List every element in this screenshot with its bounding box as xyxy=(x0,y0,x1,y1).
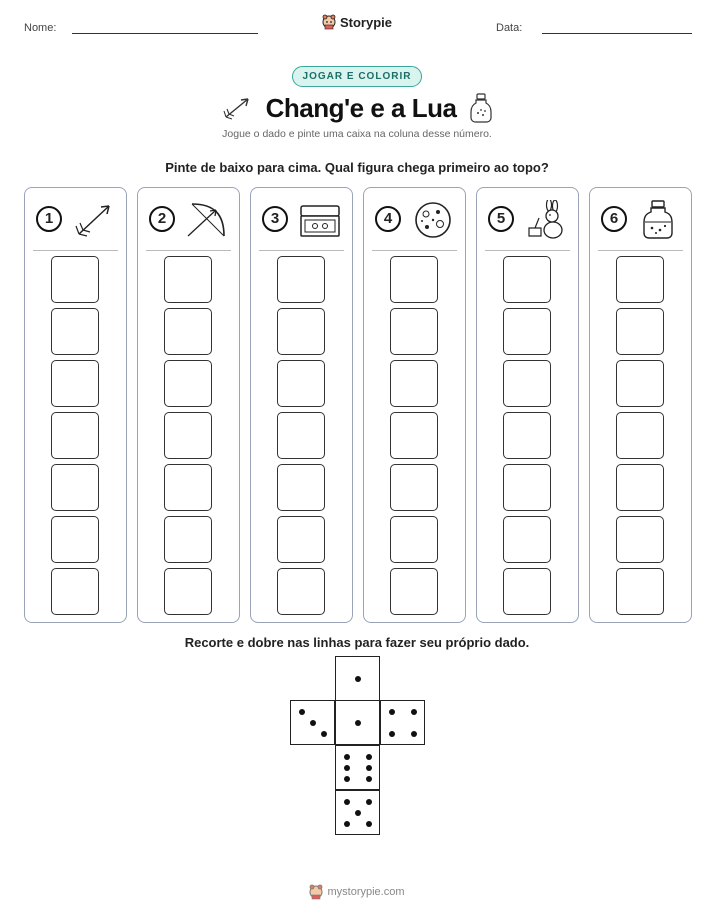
color-box[interactable] xyxy=(503,256,551,303)
die-pip xyxy=(366,799,372,805)
color-box[interactable] xyxy=(390,308,438,355)
column-4 xyxy=(363,187,466,623)
chest-icon xyxy=(297,200,343,240)
color-box[interactable] xyxy=(503,360,551,407)
color-box[interactable] xyxy=(164,360,212,407)
die-pip xyxy=(344,754,350,760)
die-pip xyxy=(366,776,372,782)
die-pip xyxy=(411,731,417,737)
color-box[interactable] xyxy=(51,464,99,511)
column-number: 4 xyxy=(375,206,401,232)
column-number: 2 xyxy=(149,206,175,232)
color-box[interactable] xyxy=(277,256,325,303)
activity-badge: JOGAR E COLORIR xyxy=(292,66,423,87)
die-pip xyxy=(355,676,361,682)
color-box[interactable] xyxy=(51,256,99,303)
color-box[interactable] xyxy=(390,516,438,563)
column-number: 5 xyxy=(488,206,514,232)
badge-wrap xyxy=(0,66,714,87)
color-box[interactable] xyxy=(390,464,438,511)
footer xyxy=(0,884,714,905)
color-box[interactable] xyxy=(277,516,325,563)
name-label: Nome: xyxy=(24,22,57,34)
die-face-1 xyxy=(335,700,380,745)
color-box[interactable] xyxy=(616,412,664,459)
color-box[interactable] xyxy=(616,568,664,615)
die-pip xyxy=(389,731,395,737)
die-pip xyxy=(299,709,305,715)
instruction: Pinte de baixo para cima. Qual figura chega primeiro ao topo? xyxy=(165,160,549,175)
color-box[interactable] xyxy=(616,464,664,511)
die-pip xyxy=(366,765,372,771)
color-box[interactable] xyxy=(277,464,325,511)
column-5 xyxy=(476,187,579,623)
column-2 xyxy=(137,187,240,623)
potion-bottle-icon xyxy=(636,200,682,240)
date-label: Data: xyxy=(496,22,523,34)
color-box[interactable] xyxy=(51,568,99,615)
die-pip xyxy=(310,720,316,726)
column-1 xyxy=(24,187,127,623)
die-face-5 xyxy=(335,790,380,835)
color-columns xyxy=(24,187,690,623)
title-row xyxy=(0,90,714,126)
color-box[interactable] xyxy=(277,412,325,459)
color-box[interactable] xyxy=(277,360,325,407)
die-pip xyxy=(366,821,372,827)
potion-bottle-icon xyxy=(470,93,492,123)
color-box[interactable] xyxy=(164,256,212,303)
die-pip xyxy=(355,720,361,726)
die-face-6 xyxy=(335,745,380,790)
moon-icon xyxy=(410,200,456,240)
die-pip xyxy=(321,731,327,737)
die-pip xyxy=(344,765,350,771)
color-box[interactable] xyxy=(51,308,99,355)
color-box[interactable] xyxy=(51,516,99,563)
color-box[interactable] xyxy=(390,568,438,615)
column-number: 3 xyxy=(262,206,288,232)
bow-icon xyxy=(184,200,230,240)
color-box[interactable] xyxy=(390,412,438,459)
die-face-3 xyxy=(290,700,335,745)
color-box[interactable] xyxy=(390,256,438,303)
die-pip xyxy=(366,754,372,760)
footer-url[interactable]: mystorypie.com xyxy=(327,886,405,898)
color-box[interactable] xyxy=(164,412,212,459)
storypie-logo-icon xyxy=(309,884,323,900)
page-title: Chang'e e a Lua xyxy=(265,92,457,123)
column-number: 6 xyxy=(601,206,627,232)
die-face-4 xyxy=(380,700,425,745)
color-box[interactable] xyxy=(51,360,99,407)
column-number: 1 xyxy=(36,206,62,232)
subtitle: Jogue o dado e pinte uma caixa na coluna desse número. xyxy=(222,128,492,140)
color-box[interactable] xyxy=(277,568,325,615)
die-pip xyxy=(411,709,417,715)
color-box[interactable] xyxy=(390,360,438,407)
arrow-icon xyxy=(222,95,252,121)
color-box[interactable] xyxy=(616,308,664,355)
color-box[interactable] xyxy=(164,308,212,355)
die-pip xyxy=(355,810,361,816)
column-3 xyxy=(250,187,353,623)
die-face-1 xyxy=(335,656,380,701)
color-box[interactable] xyxy=(503,516,551,563)
color-box[interactable] xyxy=(277,308,325,355)
color-box[interactable] xyxy=(616,256,664,303)
cut-instruction: Recorte e dobre nas linhas para fazer seu próprio dado. xyxy=(184,635,530,650)
die-pip xyxy=(344,799,350,805)
color-box[interactable] xyxy=(503,412,551,459)
brand-name: Storypie xyxy=(339,14,392,30)
rabbit-icon xyxy=(523,200,569,240)
color-box[interactable] xyxy=(503,464,551,511)
die-pip xyxy=(344,821,350,827)
arrow-icon xyxy=(71,200,117,240)
storypie-logo-icon xyxy=(322,14,336,30)
column-6 xyxy=(589,187,692,623)
color-box[interactable] xyxy=(616,360,664,407)
die-pip xyxy=(389,709,395,715)
color-box[interactable] xyxy=(616,516,664,563)
color-box[interactable] xyxy=(51,412,99,459)
color-box[interactable] xyxy=(164,464,212,511)
color-box[interactable] xyxy=(164,568,212,615)
die-pip xyxy=(344,776,350,782)
brand xyxy=(0,14,714,35)
color-box[interactable] xyxy=(503,568,551,615)
color-box[interactable] xyxy=(503,308,551,355)
color-box[interactable] xyxy=(164,516,212,563)
